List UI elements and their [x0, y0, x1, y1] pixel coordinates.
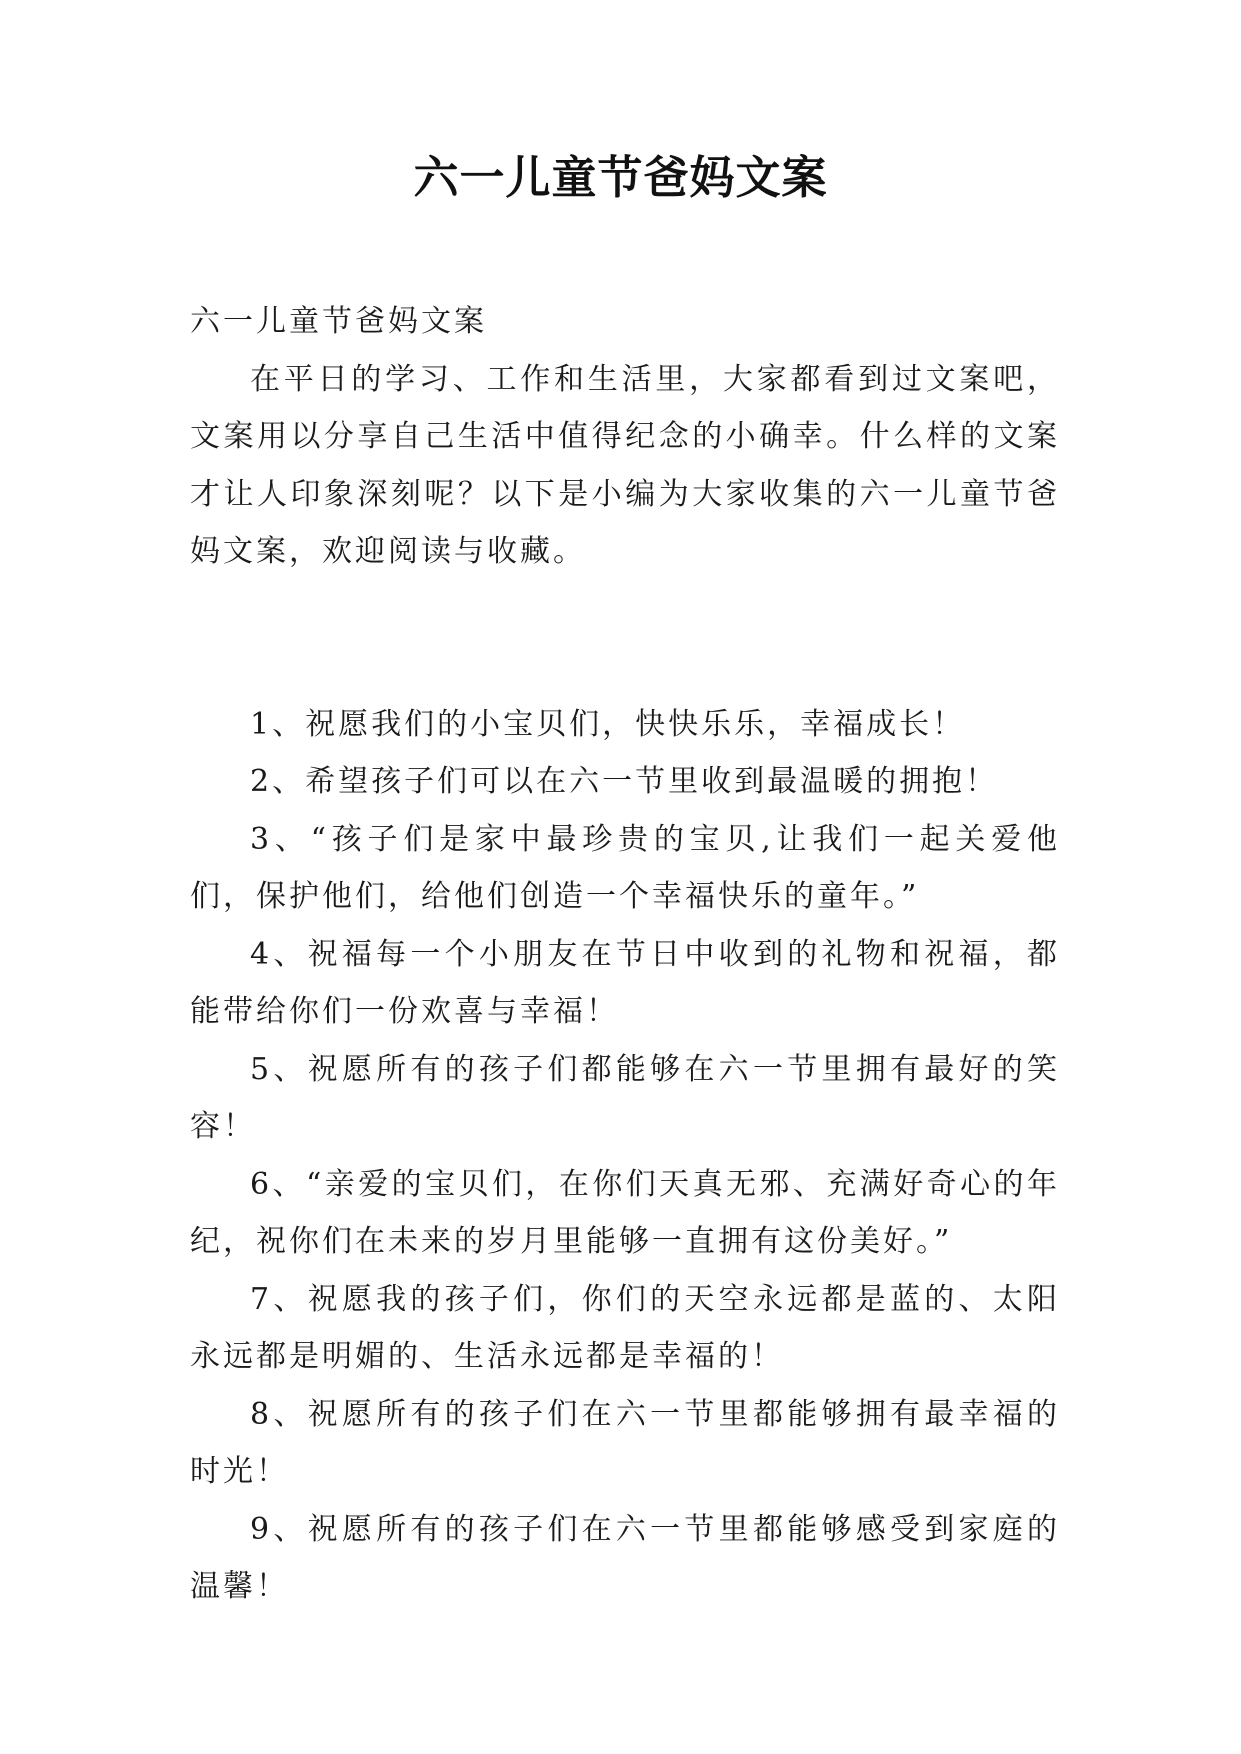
intro-paragraph: 在平日的学习、工作和生活里，大家都看到过文案吧，文案用以分享自己生活中值得纪念的小确幸。什么样的文案才让人印象深刻呢？以下是小编为大家收集的六一儿童节爸妈文案，欢迎阅读与收藏。	[190, 361, 1060, 569]
paragraph-spacer	[190, 581, 1060, 696]
list-item: 6、“亲爱的宝贝们，在你们天真无邪、充满好奇心的年纪，祝你们在未来的岁月里能够一直拥有这份美好。”	[190, 1166, 1060, 1259]
document-subtitle: 六一儿童节爸妈文案	[190, 304, 487, 339]
list-item: 4、祝福每一个小朋友在节日中收到的礼物和祝福，都能带给你们一份欢喜与幸福！	[190, 936, 1060, 1029]
list-item: 5、祝愿所有的孩子们都能够在六一节里拥有最好的笑容！	[190, 1051, 1060, 1144]
list-item: 8、祝愿所有的孩子们在六一节里都能够拥有最幸福的时光！	[190, 1396, 1060, 1489]
list-item: 9、祝愿所有的孩子们在六一节里都能够感受到家庭的温馨！	[190, 1511, 1060, 1604]
list-item: 2、希望孩子们可以在六一节里收到最温暖的拥抱！	[250, 764, 999, 799]
list-item: 1、祝愿我们的小宝贝们，快快乐乐，幸福成长！	[250, 706, 966, 742]
list-item: 3、“孩子们是家中最珍贵的宝贝,让我们一起关爱他们，保护他们，给他们创造一个幸福快乐的童年。”	[190, 821, 1060, 914]
document-body	[190, 293, 1060, 1616]
list-item: 7、祝愿我的孩子们，你们的天空永远都是蓝的、太阳永远都是明媚的、生活永远都是幸福的！	[190, 1281, 1060, 1374]
document-title: 六一儿童节爸妈文案	[413, 151, 828, 204]
